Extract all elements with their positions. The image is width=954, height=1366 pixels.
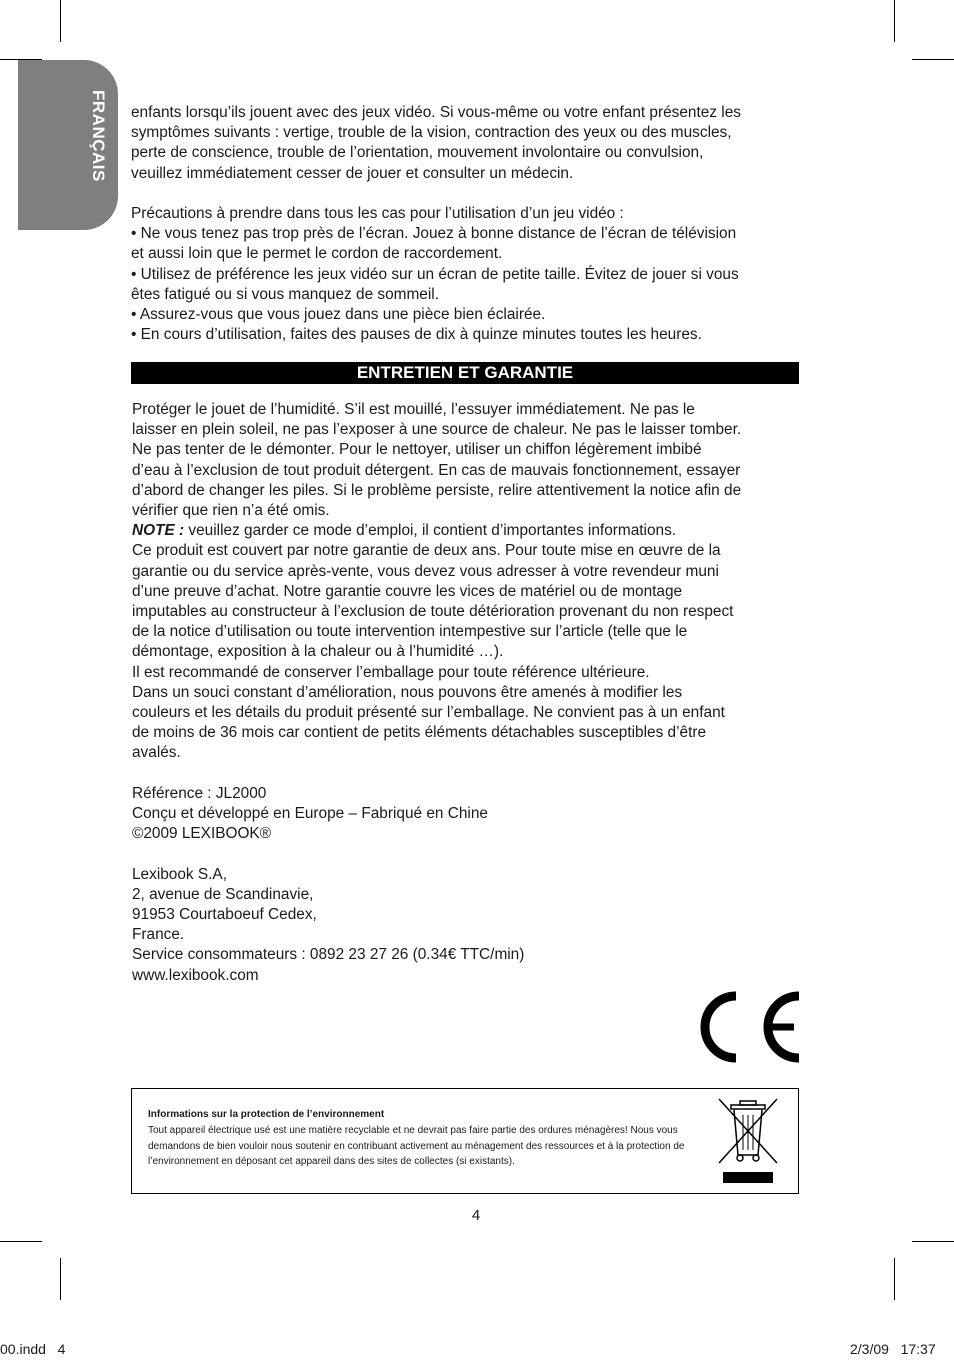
language-tab-label: FRANÇAIS: [89, 90, 108, 182]
crop-mark: [60, 1258, 61, 1300]
crop-mark: [60, 0, 61, 42]
environment-title: Informations sur la protection de l’environnement: [148, 1109, 385, 1120]
section-title: ENTRETIEN ET GARANTIE: [131, 362, 799, 384]
language-tab: [18, 60, 118, 230]
crop-mark: [912, 1241, 954, 1242]
warranty-paragraph: Ce produit est couvert par notre garantie de deux ans. Pour toute mise en œuvre de la garantie ou du service après-vente, vous devez vous adresser à votre revendeur muni d’une preuve d’achat. Notre garantie couvre les vices de matériel ou de montage imputables au constructeur à l’exclusion de toute détérioration provenant du non respect de la notice d’utilisation ou toute intervention intempestive sur l’article (telle que le démontage, exposition à la chaleur ou à l’humidité …). Il est recommandé de conserver l’emballage pour toute référence ultérieure. Dans un souci constant d’amélioration, nous pouvons être amenés à modifier les couleurs et les détails du produit présenté sur l’emballage. Ne convient pas à un enfant de moins de 36 mois car contient de petits éléments détachables susceptibles d’être avalés. Référence : JL2000 Conçu et développé en Europe – Fabriqué en Chine ©2009 LEXIBOOK® Lexibook S.A, 2, avenue de Scandinavie, 91953 Courtaboeuf Cedex, France. Service consommateurs : 0892 23 27 26 (0.34€ TTC/min) www.lexibook.com: [132, 542, 734, 984]
environment-notice: [131, 1088, 799, 1194]
maintenance-paragraph: Protéger le jouet de l’humidité. S’il est mouillé, l’essuyer immédiatement. Ne pas le laisser en plein soleil, ne pas l’exposer à une source de chaleur. Ne pas le laisser tomber. Ne pas tenter de le démonter. Pour le nettoyer, utiliser un chiffon légèrement imbibé d’eau à l’exclusion de tout produit détergent. En cas de mauvais fonctionnement, essayer d’abord de changer les piles. Si le problème persiste, relire attentivement la notice afin de vérifier que rien n’a été omis.: [132, 401, 742, 520]
print-slug-date: 2/3/09 17:37: [850, 1341, 936, 1357]
ce-mark-icon: [690, 986, 802, 1068]
warranty-body: [132, 400, 812, 986]
crop-mark: [912, 59, 954, 60]
crossed-out-wheelie-bin-icon: [717, 1097, 779, 1185]
crop-mark: [0, 1241, 42, 1242]
note-label: NOTE :: [132, 522, 185, 540]
note-text: veuillez garder ce mode d’emploi, il contient d’importantes informations.: [184, 522, 677, 540]
crop-mark: [894, 0, 895, 42]
page-number: 4: [471, 1207, 481, 1224]
intro-text: enfants lorsqu’ils jouent avec des jeux vidéo. Si vous-même ou votre enfant présentez les symptômes suivants : vertige, trouble de la vision, contraction des yeux ou des muscles, perte de conscience, trouble de l’orientation, mouvement involontaire ou convulsion, veuillez immédiatement cesser de jouer et consulter un médecin. Précautions à prendre dans tous les cas pour l’utilisation d’un jeu vidéo : • Ne vous tenez pas trop près de l’écran. Jouez à bonne distance de l’écran de télévision et aussi loin que le permet le cordon de raccordement. • Utilisez de préférence les jeux vidéo sur un écran de petite taille. Évitez de jouer si vous êtes fatigué ou si vous manquez de sommeil. • Assurez-vous que vous jouez dans une pièce bien éclairée. • En cours d’utilisation, faites des pauses de dix à quinze minutes toutes les heures.: [131, 104, 741, 344]
print-slug-filename: 00.indd 4: [0, 1341, 66, 1357]
crop-mark: [894, 1258, 895, 1300]
environment-text: Tout appareil électrique usé est une matière recyclable et ne devrait pas faire partie des ordures ménagères! Nous vous demandons de bien vouloir nous soutenir en contribuant activement au ménagement des ressources et à la protection de l’environnement en déposant cet appareil dans des sites de collectes (si existants).: [148, 1125, 685, 1167]
